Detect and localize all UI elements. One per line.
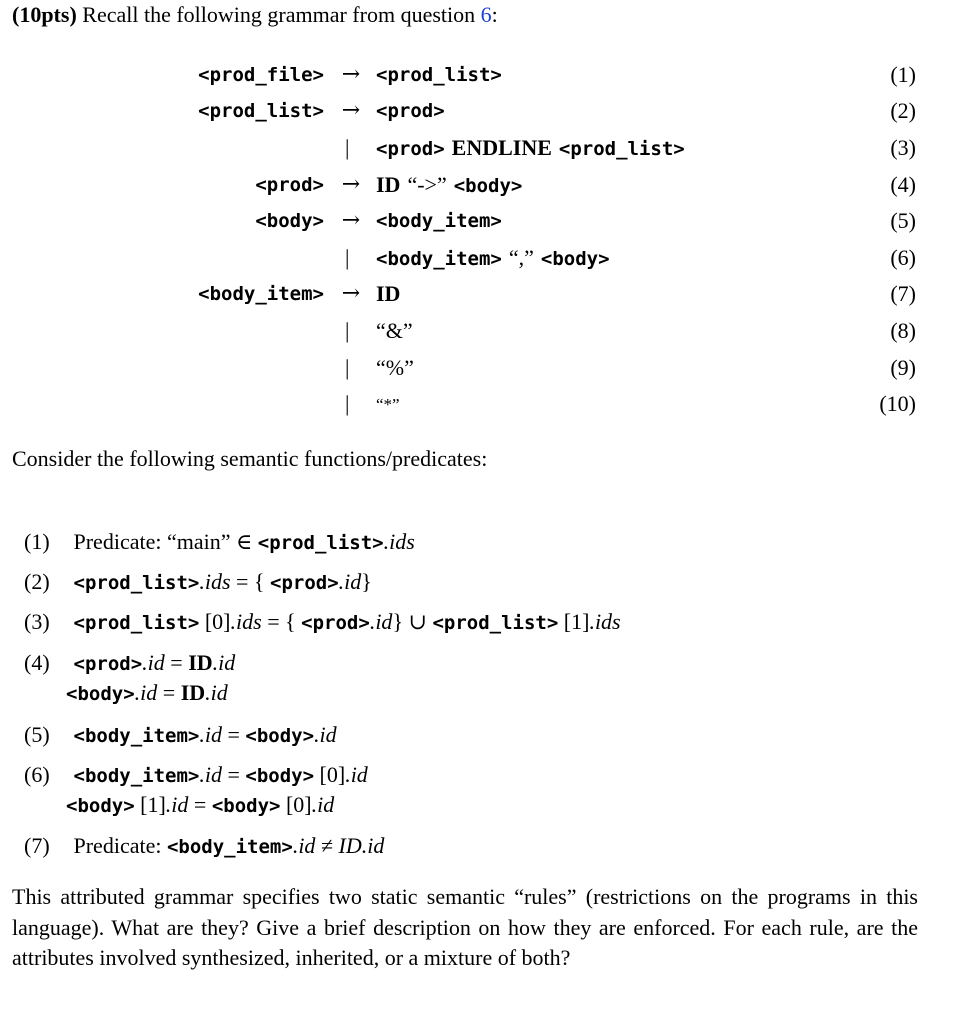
rule-number: (9) [890, 355, 916, 380]
attribute: .id [134, 680, 158, 705]
rhs-nonterminal: <body> [540, 248, 610, 270]
nonterminal: <prod_list> [257, 532, 384, 554]
union-operator: ∪ [408, 609, 427, 634]
semantic-item-5 [24, 720, 337, 751]
rhs-keyword: ID [376, 172, 401, 197]
alternative-bar: | [345, 318, 350, 343]
arrow-symbol: → [341, 98, 361, 123]
rule-rhs [376, 279, 400, 310]
brace-close: } [392, 609, 403, 634]
expression: ID.id [338, 833, 385, 858]
consider-heading: Consider the following semantic functions/predicates: [12, 446, 488, 471]
attribute: .id [199, 762, 222, 787]
rule-rhs [376, 206, 502, 236]
semantic-item-1 [24, 527, 415, 558]
rule-rhs [376, 133, 685, 164]
attribute: .id [311, 792, 335, 817]
alternative-bar: | [345, 245, 350, 270]
attribute: .id [292, 833, 316, 858]
nonterminal: <body> [245, 725, 315, 747]
rule-rhs [376, 96, 445, 126]
rule-number: (5) [890, 208, 916, 233]
index: [0] [204, 609, 231, 634]
rule-number: (2) [890, 98, 916, 123]
grammar-rule-3 [0, 133, 956, 163]
nonterminal: <prod_list> [432, 612, 559, 634]
not-equal-operator: ≠ [320, 833, 334, 858]
item-number: (2) [24, 569, 50, 594]
rule-rhs [376, 353, 414, 384]
rhs-keyword: ENDLINE [451, 135, 552, 160]
nonterminal: <body_item> [166, 836, 293, 858]
rule-number: (6) [890, 245, 916, 270]
rhs-nonterminal: <body_item> [376, 210, 502, 232]
rhs-keyword: ID [376, 281, 401, 306]
item-number: (3) [24, 609, 50, 634]
nonterminal: <body> [245, 765, 315, 787]
semantic-item-6 [24, 760, 368, 791]
attribute: .ids [589, 609, 621, 634]
points-label: (10pts) [12, 2, 77, 27]
question-header [12, 2, 498, 28]
question-ref-link[interactable]: 6 [480, 2, 492, 27]
index: [0] [319, 762, 346, 787]
attribute: .id [199, 722, 222, 747]
rhs-literal: “*” [376, 395, 400, 414]
grammar-rule-6 [0, 243, 956, 273]
item-number: (5) [24, 722, 50, 747]
grammar-rule-8 [0, 316, 956, 346]
item-number: (7) [24, 833, 50, 858]
equals: = [236, 569, 249, 594]
operator: ∈ [236, 529, 253, 554]
rule-rhs [376, 243, 610, 274]
attribute: .ids [230, 609, 262, 634]
rule-rhs [376, 170, 522, 201]
rule-number: (4) [890, 172, 916, 197]
question-paragraph: This attributed grammar specifies two static semantic “rules” (restrictions on the programs in this language). What are they? Give a brief description on how they are enforced. For each rule, are the attributes involved synthesized, inherited, or a mixture of both? [12, 884, 918, 970]
brace-close: } [361, 569, 372, 594]
literal: “main” [166, 529, 231, 554]
rule-number: (7) [890, 281, 916, 306]
equals: = [267, 609, 280, 634]
rule-rhs [376, 60, 502, 90]
brace-open: { [253, 569, 265, 594]
rhs-nonterminal: <body_item> [376, 248, 502, 270]
header-colon: : [491, 2, 498, 27]
keyword: ID [180, 680, 206, 705]
grammar-rule-7 [0, 279, 956, 309]
arrow-symbol: → [341, 208, 361, 233]
nonterminal: <body> [211, 795, 281, 817]
item-number: (1) [24, 529, 50, 554]
item-number: (6) [24, 762, 50, 787]
semantic-item-2 [24, 567, 372, 598]
rule-lhs: <prod> [255, 174, 324, 196]
nonterminal: <body_item> [73, 725, 200, 747]
semantic-item-4-line-2 [66, 678, 228, 709]
index: [0] [285, 792, 312, 817]
grammar-rule-10 [0, 389, 956, 419]
attribute: .id [314, 722, 337, 747]
attribute: .id [212, 650, 236, 675]
nonterminal: <body_item> [73, 765, 200, 787]
semantic-item-4 [24, 648, 235, 679]
grammar-rule-4 [0, 170, 956, 200]
rule-number: (10) [879, 391, 916, 416]
equals: = [193, 792, 207, 817]
rule-lhs: <prod_file> [198, 64, 324, 86]
arrow-symbol: → [341, 281, 361, 306]
attribute: .ids [383, 529, 415, 554]
attribute: .ids [199, 569, 231, 594]
attribute: .id [338, 569, 362, 594]
rule-lhs: <prod_list> [198, 100, 324, 122]
keyword: ID [188, 650, 213, 675]
rhs-nonterminal: <prod> [376, 100, 445, 122]
semantic-item-3 [24, 607, 621, 638]
rule-number: (1) [890, 62, 916, 87]
attribute: .id [165, 792, 189, 817]
attribute: .id [142, 650, 165, 675]
equals: = [162, 680, 176, 705]
nonterminal: <prod_list> [73, 572, 200, 594]
attribute: .id [205, 680, 228, 705]
arrow-symbol: → [341, 172, 361, 197]
equals: = [227, 762, 240, 787]
semantic-item-6-line-2 [66, 790, 334, 821]
attribute: .id [345, 762, 368, 787]
index: [1] [140, 792, 166, 817]
predicate-label: Predicate: [73, 833, 162, 858]
nonterminal: <body> [66, 795, 135, 817]
index: [1] [563, 609, 590, 634]
semantic-item-7 [24, 831, 384, 862]
nonterminal: <prod> [301, 612, 370, 634]
alternative-bar: | [345, 391, 350, 416]
item-number: (4) [24, 650, 50, 675]
alternative-bar: | [345, 135, 350, 160]
rhs-nonterminal: <prod> [376, 138, 445, 160]
rhs-literal: “,” [508, 245, 534, 270]
grammar-rule-9 [0, 353, 956, 383]
rule-rhs [376, 389, 400, 420]
nonterminal: <body> [66, 683, 135, 705]
arrow-symbol: → [341, 62, 361, 87]
rule-number: (8) [890, 318, 916, 343]
attribute: .id [369, 609, 393, 634]
rule-rhs [376, 316, 413, 347]
nonterminal: <prod_list> [73, 612, 200, 634]
rhs-nonterminal: <prod_list> [558, 138, 685, 160]
nonterminal: <prod> [73, 653, 143, 675]
rule-lhs: <body_item> [198, 283, 324, 305]
rule-number: (3) [890, 135, 916, 160]
alternative-bar: | [345, 355, 350, 380]
rule-lhs: <body> [255, 210, 324, 232]
grammar-rule-1 [0, 60, 956, 90]
equals: = [227, 722, 240, 747]
grammar-rule-5 [0, 206, 956, 236]
brace-open: { [285, 609, 296, 634]
rhs-nonterminal: <prod_list> [376, 64, 502, 86]
rhs-nonterminal: <body> [453, 175, 523, 197]
rhs-literal: “&” [376, 318, 413, 343]
rhs-literal: “->” [407, 172, 447, 197]
equals: = [170, 650, 183, 675]
rhs-literal: “%” [376, 355, 414, 380]
predicate-label: Predicate: [73, 529, 162, 554]
grammar-rule-2 [0, 96, 956, 126]
nonterminal: <prod> [270, 572, 339, 594]
header-text: Recall the following grammar from question [76, 2, 481, 27]
